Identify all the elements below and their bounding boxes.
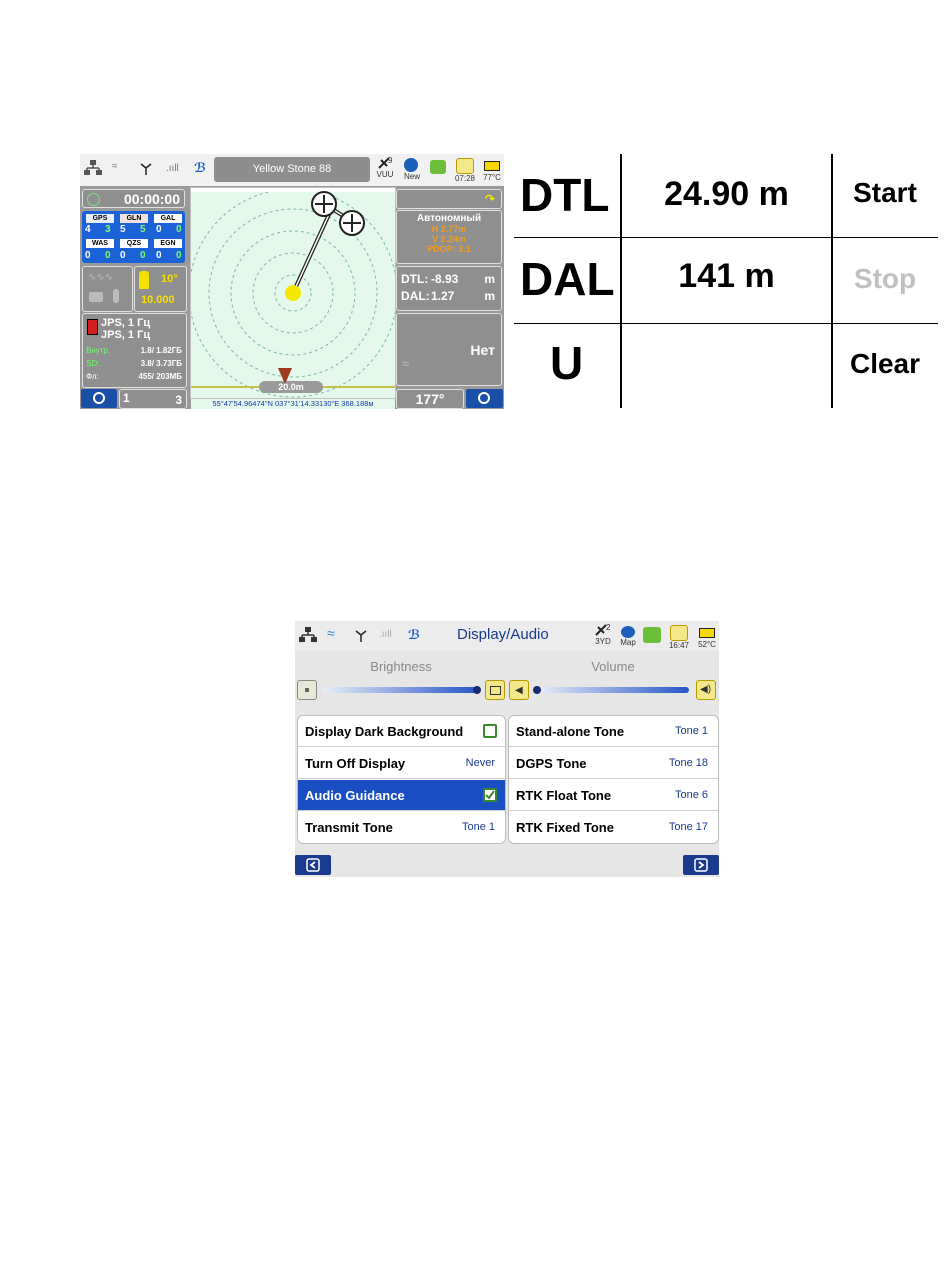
- glonass-badge: GLN: [120, 214, 148, 223]
- galileo-count-b: 0: [176, 224, 182, 235]
- forward-button[interactable]: [683, 855, 719, 875]
- mem-internal-label: Внутр.: [86, 346, 111, 355]
- speaker-icon: [456, 158, 474, 174]
- volume-slider[interactable]: [537, 687, 689, 693]
- tilt-panel[interactable]: [134, 266, 187, 312]
- surveyor-icon: [139, 271, 149, 289]
- point-counter[interactable]: [119, 389, 187, 409]
- list-item-rtk-float-tone[interactable]: [509, 780, 718, 811]
- brightness-slider-handle[interactable]: [473, 686, 481, 694]
- scale-label: 20.0m: [259, 381, 323, 393]
- timer-value: 00:00:00: [123, 191, 180, 207]
- zoom-out-button[interactable]: [81, 389, 117, 408]
- battery-icon: [699, 628, 715, 638]
- item-value: Never: [465, 757, 495, 769]
- row-divider: [514, 323, 938, 324]
- volume-up-button[interactable]: [696, 680, 716, 700]
- mem-flash-label: Фл:: [86, 372, 99, 381]
- brightness-low-icon: [305, 688, 309, 692]
- current-position-marker: [285, 285, 301, 301]
- network-icon: [299, 627, 317, 643]
- column-divider: [620, 154, 622, 408]
- signal-bars-icon: .ııll: [379, 629, 392, 640]
- tilt-angle: 10°: [161, 273, 178, 285]
- status-bar: [80, 154, 504, 186]
- list-item-standalone-tone[interactable]: [509, 716, 718, 747]
- distance-panel[interactable]: [396, 266, 502, 311]
- mem-sd-label: SD:: [86, 359, 100, 368]
- item-label: Audio Guidance: [305, 788, 405, 803]
- bluetooth-icon: ℬ: [194, 160, 207, 175]
- temperature: 77°C: [483, 173, 501, 182]
- egnos-badge: EGN: [154, 239, 182, 248]
- clock: 07:28: [454, 174, 476, 183]
- clear-button[interactable]: Clear: [849, 348, 921, 379]
- battery-status: [480, 158, 504, 182]
- item-label: DGPS Tone: [516, 756, 587, 771]
- globe-icon: [621, 626, 635, 638]
- zoom-out-icon: [93, 392, 105, 404]
- list-item-audio-guidance[interactable]: [298, 780, 505, 811]
- galileo-badge: GAL: [154, 214, 182, 223]
- device-screen-main: [80, 154, 504, 409]
- audio-status[interactable]: [452, 158, 478, 183]
- tools-icon[interactable]: [430, 160, 446, 174]
- radio-panel[interactable]: [396, 313, 502, 386]
- bluetooth-icon: ℬ: [408, 627, 421, 642]
- map-view[interactable]: [190, 187, 396, 399]
- timer-icon: [87, 193, 100, 206]
- page-title: Display/Audio: [457, 626, 549, 643]
- brightness-down-button[interactable]: [297, 680, 317, 700]
- route-panel[interactable]: [396, 189, 502, 209]
- gps-badge: GPS: [86, 214, 114, 223]
- heading[interactable]: 177°: [396, 389, 464, 409]
- satellite-status[interactable]: [591, 623, 615, 646]
- glonass-count-b: 5: [140, 224, 146, 235]
- dtl-label: DTL:: [401, 272, 429, 286]
- sat-count: 2: [606, 623, 611, 632]
- dtl-header: DTL: [520, 169, 610, 221]
- volume-down-button[interactable]: [509, 680, 529, 700]
- gps-count-b: 3: [105, 224, 111, 235]
- wifi-icon: ≈: [112, 161, 118, 172]
- chevron-left-icon: [295, 855, 331, 875]
- item-label: Turn Off Display: [305, 756, 406, 771]
- sat-label: 3YD: [595, 637, 611, 646]
- mem-flash-value: 455/ 203МБ: [138, 372, 182, 381]
- mem-sd-value: 3.8/ 3.73ГБ: [140, 359, 182, 368]
- coordinates: 55°47'54.96474"N 037°31'14.33130"E 368.188м: [191, 399, 395, 409]
- waas-count-a: 0: [85, 250, 91, 261]
- item-value: Tone 1: [461, 821, 495, 833]
- temperature: 52°C: [698, 640, 716, 649]
- camera-icon: [89, 292, 103, 302]
- galileo-count-a: 0: [156, 224, 162, 235]
- device-screen-settings: [295, 621, 719, 877]
- speaker-low-icon: ◀: [515, 685, 523, 696]
- horizontal-accuracy: H 2.77m: [431, 224, 467, 234]
- item-value: Tone 6: [674, 789, 708, 801]
- counter-a: 1: [123, 391, 130, 405]
- route-icon: ↷: [484, 192, 495, 206]
- mode-label: New: [403, 172, 420, 181]
- audio-status[interactable]: [665, 625, 693, 650]
- status-bar: [295, 621, 719, 651]
- dal-label: DAL:: [401, 289, 430, 303]
- map-label: Map: [620, 638, 636, 647]
- sat-count: 9: [388, 156, 393, 165]
- jps-rate-2: JPS, 1 Гц: [101, 329, 151, 341]
- zoom-in-icon: [478, 392, 490, 404]
- item-value: Tone 18: [668, 757, 708, 769]
- north-arrow-icon: [278, 368, 292, 384]
- dal-result: 141 m: [678, 257, 775, 295]
- tilt-value: 10.000: [141, 294, 175, 306]
- sat-label: VUU: [376, 170, 394, 179]
- glonass-count-a: 5: [120, 224, 126, 235]
- volume-slider-handle[interactable]: [533, 686, 541, 694]
- display-settings-list: [297, 715, 506, 844]
- brightness-slider[interactable]: [323, 687, 477, 693]
- waas-count-b: 0: [105, 250, 111, 261]
- checkmark-icon: [485, 790, 495, 800]
- tone-settings-list: [508, 715, 719, 844]
- speaker-high-icon: ◀): [700, 684, 712, 695]
- list-item-rtk-fixed-tone[interactable]: [509, 812, 718, 843]
- volume-label: Volume: [591, 659, 635, 674]
- target-crosshair-icon[interactable]: [311, 191, 337, 217]
- brightness-label: Brightness: [370, 659, 432, 674]
- item-label: Display Dark Background: [305, 724, 464, 739]
- u-header: U: [550, 337, 584, 389]
- dtl-result: 24.90 m: [664, 175, 789, 213]
- egnos-count-a: 0: [156, 250, 162, 261]
- row-divider: [514, 237, 938, 238]
- waypoint-crosshair-icon[interactable]: [339, 210, 365, 236]
- item-label: Transmit Tone: [305, 820, 393, 835]
- stop-button[interactable]: Stop: [853, 263, 917, 294]
- list-item-transmit-tone[interactable]: [298, 812, 505, 843]
- battery-icon: [484, 161, 500, 171]
- measurement-table: [514, 154, 938, 408]
- satellite-status[interactable]: [374, 156, 396, 179]
- map-status[interactable]: [617, 626, 639, 647]
- audio-guidance-checkbox[interactable]: [483, 788, 497, 802]
- dal-header: DAL: [520, 253, 615, 305]
- pdop: PDOP: 3.1: [427, 244, 471, 254]
- radio-modem-icon: ≈: [402, 356, 410, 371]
- network-icon: [84, 160, 102, 176]
- receiver-icon: [87, 319, 98, 335]
- wifi-icon: ≈: [327, 625, 335, 641]
- vertical-accuracy: V 2.24m: [431, 234, 467, 244]
- dal-unit: m: [484, 289, 495, 303]
- jps-rate-1: JPS, 1 Гц: [101, 317, 151, 329]
- radio-status: Нет: [470, 342, 495, 358]
- antenna-icon: [355, 630, 367, 642]
- dtl-value: -8.93: [431, 272, 459, 286]
- gps-count-a: 4: [85, 224, 91, 235]
- zoom-in-button[interactable]: [466, 389, 503, 408]
- tools-icon[interactable]: [643, 627, 661, 643]
- start-button[interactable]: Start: [853, 177, 917, 208]
- egnos-count-b: 0: [176, 250, 182, 261]
- brightness-up-button[interactable]: [485, 680, 505, 700]
- mem-internal-value: 1.8/ 1.82ГБ: [140, 346, 182, 355]
- globe-icon: [404, 158, 418, 172]
- brightness-high-icon: [490, 686, 501, 695]
- audio-record-panel[interactable]: [82, 266, 133, 312]
- item-value: Tone 17: [668, 821, 708, 833]
- antenna-icon: [140, 163, 152, 175]
- dark-background-checkbox[interactable]: [483, 724, 497, 738]
- speaker-muted-icon: [670, 625, 688, 641]
- qzss-badge: QZS: [120, 239, 148, 248]
- signal-bars-icon: .ııll: [166, 163, 179, 174]
- microphone-icon: [113, 289, 119, 303]
- timer[interactable]: [82, 189, 185, 208]
- clock: 16:47: [668, 641, 690, 650]
- position-mode: Автономный: [416, 213, 482, 224]
- qzss-count-a: 0: [120, 250, 126, 261]
- qzss-count-b: 0: [140, 250, 146, 261]
- project-title[interactable]: Yellow Stone 88: [214, 157, 370, 182]
- dtl-unit: m: [484, 272, 495, 286]
- waas-badge: WAS: [86, 239, 114, 248]
- mode-status[interactable]: [400, 158, 424, 181]
- waveform-icon: ∿∿∿: [88, 272, 114, 283]
- list-item-dgps-tone[interactable]: [509, 748, 718, 779]
- dal-value: 1.27: [431, 289, 455, 303]
- position-mode-panel[interactable]: [396, 210, 502, 264]
- battery-status: [695, 625, 719, 649]
- item-value: Tone 1: [674, 725, 708, 737]
- item-label: Stand-alone Tone: [516, 724, 625, 739]
- receiver-panel[interactable]: [82, 313, 187, 388]
- list-item-turn-off-display[interactable]: [298, 748, 505, 779]
- item-label: RTK Float Tone: [516, 788, 612, 803]
- constellation-panel[interactable]: [82, 211, 185, 263]
- item-label: RTK Fixed Tone: [516, 820, 614, 835]
- chevron-right-icon: [683, 855, 719, 875]
- counter-b: 3: [175, 393, 182, 407]
- list-item-dark-background[interactable]: [298, 716, 505, 747]
- back-button[interactable]: [295, 855, 331, 875]
